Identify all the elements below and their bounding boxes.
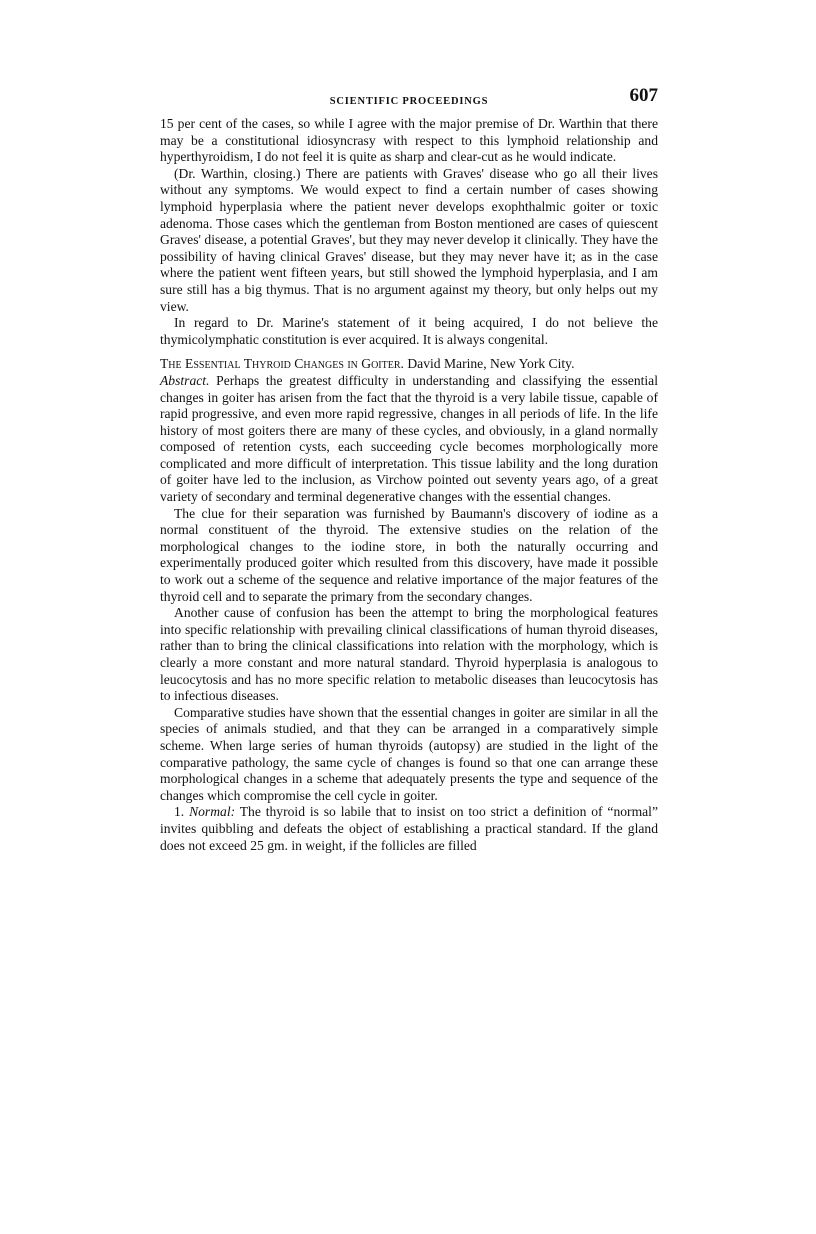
paragraph-confusion: Another cause of confusion has been the attempt to bring the morphological features into specific relationship with prevailing clinical classifications of human thyroid diseases, rather than to bring the clinical classifications into relation with the morphology, which is clearly a more constant and more natural standard. Thyroid hyperplasia is analogous to leucocytosis and has no more specific relation to metabolic diseases than leucocytosis has to infectious diseases. xyxy=(160,605,658,704)
running-title: SCIENTIFIC PROCEEDINGS xyxy=(329,96,489,107)
abstract-label: Abstract. xyxy=(160,372,210,388)
page-header xyxy=(160,85,658,116)
paragraph-comparative: Comparative studies have shown that the essential changes in goiter are similar in all the species of animals studied, and that they can be arranged in a comparatively simple scheme. When large series of human thyroids (autopsy) are studied in the light of the comparative pathology, the same cycle of changes is found so that one can arrange these morphological changes in a scheme that adequately presents the type and sequence of the changes which compromise the cell cycle in goiter. xyxy=(160,704,658,803)
paragraph-continued: 15 per cent of the cases, so while I agree with the major premise of Dr. Warthin that there may be a constitutional idiosyncrasy with respect to this lymphoid relationship and hyperthyroidism, I do not feel it is quite as sharp and clear-cut as he would indicate. xyxy=(160,116,658,165)
paragraph-warthin-closing: (Dr. Warthin, closing.) There are patients with Graves' disease who go all their lives without any symptoms. We would expect to find a certain number of cases showing lymphoid hyperplasia where the patient never develops exophthalmic goiter or toxic adenoma. Those cases which the gentleman from Boston mentioned are cases of quiescent Graves' disease, a potential Graves', but they may never develop it clinically. They have the possibility of having clinical Graves' disease, but they may never have it; as in the case where the patient went fifteen years, but still showed the lymphoid hyperplasia, and I am sure still has a big thymus. That is no argument against my theory, but only helps out my view. xyxy=(160,165,658,314)
article-heading xyxy=(160,356,658,373)
document-page xyxy=(160,85,658,854)
article-author: David Marine, New York City. xyxy=(407,356,575,372)
paragraph-marine-statement: In regard to Dr. Marine's statement of it being acquired, I do not believe the thymicolymphatic constitution is ever acquired. It is always congenital. xyxy=(160,315,658,347)
abstract-paragraph xyxy=(160,373,658,506)
article-title: The Essential Thyroid Changes in Goiter. xyxy=(160,356,404,372)
paragraph-normal xyxy=(160,804,658,854)
page-number: 607 xyxy=(629,85,658,106)
normal-text: The thyroid is so labile that to insist on too strict a definition of “normal” invites quibbling and defeats the object of establishing a practical standard. If the gland does not exceed 25 gm. in weight, if the follicles are filled xyxy=(160,804,658,853)
paragraph-clue: The clue for their separation was furnished by Baumann's discovery of iodine as a normal constituent of the thyroid. The extensive studies on the relation of the morphological changes to the iodine store, in both the naturally occurring and experimentally produced goiter which resulted from this discovery, have made it possible to work out a scheme of the sequence and relative importance of the major features of the thyroid cell and to separate the primary from the secondary changes. xyxy=(160,505,658,604)
normal-number: 1. xyxy=(174,804,185,820)
section-gap xyxy=(160,348,658,356)
abstract-text: Perhaps the greatest difficulty in understanding and classifying the essential changes in goiter has arisen from the fact that the thyroid is a very labile tissue, capable of rapid progressive, and even more rapid regressive, changes in all periods of life. In the life history of most goiters there are many of these cycles, and obviously, in a gland normally composed of retention cysts, each succeeding cycle becomes morphologically more complicated and more difficult of interpretation. This tissue lability and the long duration of goiter have led to the inclusion, as Virchow pointed out seventy years ago, of a great variety of secondary and terminal degenerative changes with the essential changes. xyxy=(160,372,658,505)
normal-label: Normal: xyxy=(189,804,236,820)
